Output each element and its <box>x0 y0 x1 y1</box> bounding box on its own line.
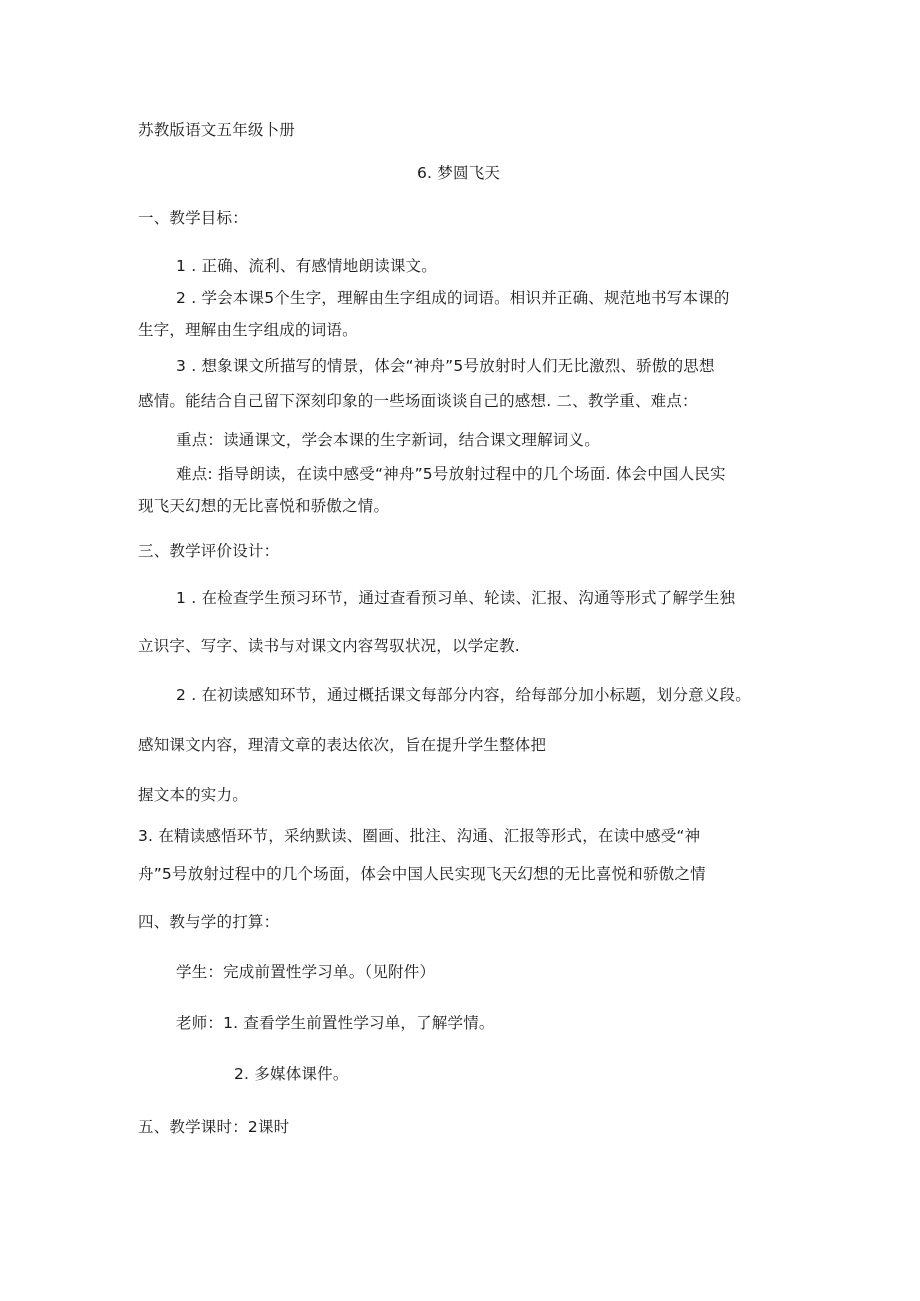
eval-1-line1: 1 . 在检查学生预习环节，通过查看预习单、轮读、汇报、沟通等形式了解学生独 <box>176 589 736 607</box>
goal-2-line1: 2 . 学会本课5个生字，理解由生字组成的词语。相识并正确、规范地书写本课的 <box>176 289 730 307</box>
eval-heading: 三、教学评价设计： <box>138 542 280 560</box>
eval-3-line2: 舟”5号放射过程中的几个场面，体会中国人民实现飞天幻想的无比喜悦和骄傲之情 <box>138 865 706 883</box>
plan-teacher-2: 2. 多媒体课件。 <box>234 1065 349 1083</box>
goal-2-line2: 生字，理解由生字组成的词语。 <box>138 321 358 339</box>
goal-3-line1: 3 . 想象课文所描写的情景，体会“神舟”5号放射时人们无比激烈、骄傲的思想 <box>176 357 715 375</box>
eval-2-line1: 2 . 在初读感知环节，通过概括课文每部分内容，给每部分加小标题，划分意义段。 <box>176 686 751 704</box>
plan-student: 学生：完成前置性学习单。（见附件） <box>176 963 436 981</box>
doc-title: 6. 梦圆飞天 <box>417 164 501 182</box>
plan-heading: 四、教与学的打算： <box>138 913 280 931</box>
difficulty-line1: 难点: 指导朗读，在读中感受“神舟”5号放射过程中的几个场面. 体会中国人民实 <box>176 465 726 483</box>
eval-1-line2: 立识字、写字、读书与对课文内容驾驭状况，以学定教. <box>138 637 520 655</box>
plan-teacher-1: 老师：1. 查看学生前置性学习单，了解学情。 <box>176 1014 495 1032</box>
difficulty-line2: 现飞天幻想的无比喜悦和骄傲之情。 <box>138 497 390 515</box>
goal-3-line2: 感情。能结合自己留下深刻印象的一些场面谈谈自己的感想. 二、教学重、难点： <box>138 392 698 410</box>
doc-header: 苏教版语文五年级卜册 <box>138 121 296 139</box>
key-point: 重点：读通课文，学会本课的生字新词，结合课文理解词义。 <box>176 431 600 449</box>
goals-heading: 一、教学目标： <box>138 209 248 227</box>
goal-1: 1 . 正确、流利、有感情地朗读课文。 <box>176 257 437 275</box>
eval-3-line1: 3. 在精读感悟环节，采纳默读、圈画、批注、沟通、汇报等形式，在读中感受“神 <box>138 827 701 845</box>
hours: 五、教学课时：2课时 <box>138 1118 290 1136</box>
eval-2-line2: 感知课文内容，理清文章的表达依次，旨在提升学生整体把 <box>138 736 547 754</box>
eval-2-line3: 握文本的实力。 <box>138 786 248 804</box>
